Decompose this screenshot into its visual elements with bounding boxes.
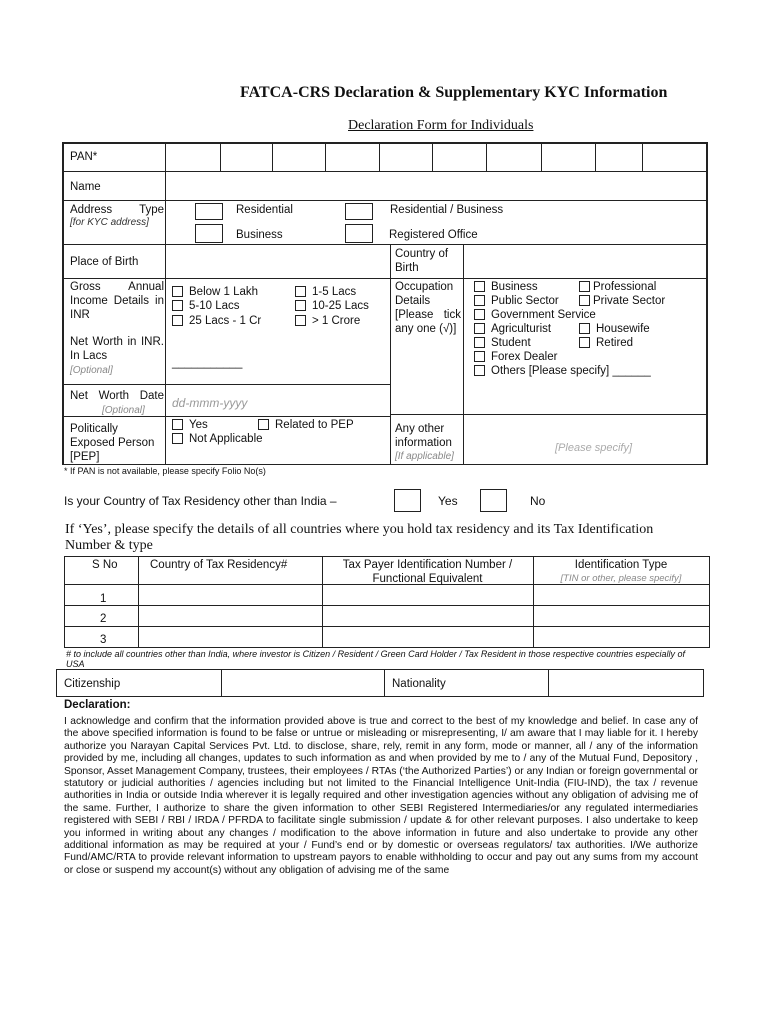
5-10-lacs-checkbox[interactable] <box>172 300 183 311</box>
citizenship-label: Citizenship <box>64 678 121 690</box>
residential-checkbox[interactable] <box>195 203 223 220</box>
residential-business-checkbox[interactable] <box>345 203 373 220</box>
declaration-heading: Declaration: <box>64 699 131 711</box>
student-option: Student <box>491 337 531 349</box>
private-sector-option: Private Sector <box>593 295 666 307</box>
pan-note: * If PAN is not available, please specify Folio No(s) <box>64 466 266 476</box>
public-sector-option: Public Sector <box>491 295 559 307</box>
address-type-label-cell <box>70 203 164 229</box>
col-tin: Tax Payer Identification Number / Functional Equivalent <box>342 559 513 585</box>
tax-no-label: No <box>530 494 546 508</box>
id-type-note: [TIN or other, please specify] <box>560 573 682 584</box>
nationality-label: Nationality <box>392 678 446 690</box>
government-service-checkbox[interactable] <box>474 309 485 320</box>
address-type-label: Address Type <box>70 204 164 216</box>
below-1-lakh-option: Below 1 Lakh <box>189 286 259 298</box>
registered-office-option: Registered Office <box>389 229 478 241</box>
residential-business-option: Residential / Business <box>390 204 504 216</box>
form-subtitle: Declaration Form for Individuals <box>348 118 534 133</box>
pep-yes-checkbox[interactable] <box>172 419 183 430</box>
tax-row-2: 2 <box>100 613 107 625</box>
related-to-pep-option: Related to PEP <box>275 419 354 431</box>
pep-label: Politically Exposed Person [PEP] <box>70 423 155 463</box>
not-applicable-checkbox[interactable] <box>172 433 183 444</box>
net-worth-input[interactable]: ___________ <box>172 357 243 369</box>
tax-row-1: 1 <box>100 593 107 605</box>
pep-yes-option: Yes <box>189 419 208 431</box>
other-info-input[interactable]: [Please specify] <box>555 442 633 454</box>
government-service-option: Government Service <box>491 309 596 321</box>
student-checkbox[interactable] <box>474 337 485 348</box>
others-checkbox[interactable] <box>474 365 485 376</box>
net-worth-date-label-cell <box>70 389 164 403</box>
others-option: Others [Please specify] ______ <box>491 365 651 377</box>
place-of-birth-label: Place of Birth <box>70 256 139 268</box>
pan-label: PAN* <box>70 151 98 163</box>
tax-footnote: # to include all countries other than India, where investor is Citizen / Resident / Green Card Holder / Tax Resident in those respective countries especially of USA <box>66 649 685 669</box>
business-occ-option: Business <box>491 281 538 293</box>
col-country: Country of Tax Residency# <box>150 559 288 571</box>
professional-option: Professional <box>593 281 657 293</box>
other-info-label: Any other information <box>395 423 452 449</box>
below-1-lakh-checkbox[interactable] <box>172 286 183 297</box>
if-applicable-note: [If applicable] <box>395 451 454 462</box>
housewife-option: Housewife <box>596 323 650 335</box>
housewife-checkbox[interactable] <box>579 323 590 334</box>
tax-row-3: 3 <box>100 634 107 646</box>
5-10-lacs-option: 5-10 Lacs <box>189 300 240 312</box>
tax-no-checkbox[interactable] <box>480 489 507 512</box>
business-address-checkbox[interactable] <box>195 224 223 243</box>
forex-dealer-option: Forex Dealer <box>491 351 558 363</box>
registered-office-checkbox[interactable] <box>345 224 373 243</box>
tax-yes-checkbox[interactable] <box>394 489 421 512</box>
country-of-birth-label: Country of Birth <box>395 248 449 274</box>
address-type-note: [for KYC address] <box>70 217 149 228</box>
net-worth-date-label: Net Worth Date <box>70 390 164 402</box>
net-worth-optional: [Optional] <box>70 365 113 376</box>
name-label: Name <box>70 181 101 193</box>
agriculturist-checkbox[interactable] <box>474 323 485 334</box>
occupation-label: Occupation Details [Please tick any one (√)] <box>395 281 461 335</box>
above-1-crore-checkbox[interactable] <box>295 315 306 326</box>
public-sector-checkbox[interactable] <box>474 295 485 306</box>
related-to-pep-checkbox[interactable] <box>258 419 269 430</box>
forex-dealer-checkbox[interactable] <box>474 351 485 362</box>
25-lacs-1-cr-checkbox[interactable] <box>172 315 183 326</box>
retired-option: Retired <box>596 337 634 349</box>
private-sector-checkbox[interactable] <box>579 295 590 306</box>
25-lacs-1-cr-option: 25 Lacs - 1 Cr <box>189 315 262 327</box>
1-5-lacs-checkbox[interactable] <box>295 286 306 297</box>
not-applicable-option: Not Applicable <box>189 433 263 445</box>
col-sno: S No <box>92 559 118 571</box>
10-25-lacs-checkbox[interactable] <box>295 300 306 311</box>
net-worth-label: Net Worth in INR. In Lacs <box>70 336 164 362</box>
gross-income-label: Gross Annual Income Details in INR <box>70 281 164 321</box>
professional-checkbox[interactable] <box>579 281 590 292</box>
business-address-option: Business <box>236 229 283 241</box>
1-5-lacs-option: 1-5 Lacs <box>312 286 357 298</box>
declaration-text: I acknowledge and confirm that the information provided above is true and correct to the best of my knowledge and belief. In case any of the above specified information is found to be false or untrue or misleading or misrepresenting, I/ am aware that I may liable for it. I hereby authorize you Narayan Capital Services Pvt. Ltd. to disclose, share, rely, remit in any form, mode or manner, all / any of the information provided by me, including all changes, updates to such information as and when provided by me to / any of the Mutual Fund, Depository , Sponsor, Asset Management Company, trustees, their employees / RTAs (‘the Authorized Parties’) or any Indian or foreign governmental or statutory or judicial authorities / agencies including but not limited to the Financial Intelligence Unit-India (FIU-IND), the tax / revenue authorities in India or outside India wherever it is legally required and other investigation agencies without any obligation of advising me of the same. Further, I authorize to share the given information to other SEBI Registered Intermediaries/or any regulated intermediaries registered with SEBI / RBI / IRDA / PFRDA to facilitate single submission / update & for other relevant purposes. I also undertake to keep you informed in writing about any changes / modification to the above information in future and also undertake to provide any other additional information as may be required at your / Fund’s end or by domestic or overseas regulators/ tax authorities. I/We authorize Fund/AMC/RTA to provide relevant information to upstream payors to enable withholding to occur and pay out any sums from my account or close or suspend my account(s) without any obligation of advising me of the same <box>64 716 698 876</box>
tax-if-yes-text: If ‘Yes’, please specify the details of all countries where you hold tax residency and its Tax Identification Number & type <box>65 522 654 553</box>
residential-option: Residential <box>236 204 293 216</box>
tax-yes-label: Yes <box>438 494 458 508</box>
business-occ-checkbox[interactable] <box>474 281 485 292</box>
net-worth-date-optional: [Optional] <box>102 405 145 416</box>
tax-residency-question: Is your Country of Tax Residency other than India – <box>64 494 337 508</box>
retired-checkbox[interactable] <box>579 337 590 348</box>
10-25-lacs-option: 10-25 Lacs <box>312 300 369 312</box>
col-id-type: Identification Type <box>574 559 668 571</box>
above-1-crore-option: > 1 Crore <box>312 315 361 327</box>
form-title: FATCA-CRS Declaration & Supplementary KYC Information <box>240 84 668 101</box>
net-worth-date-input[interactable]: dd-mmm-yyyy <box>172 396 248 410</box>
agriculturist-option: Agriculturist <box>491 323 552 335</box>
